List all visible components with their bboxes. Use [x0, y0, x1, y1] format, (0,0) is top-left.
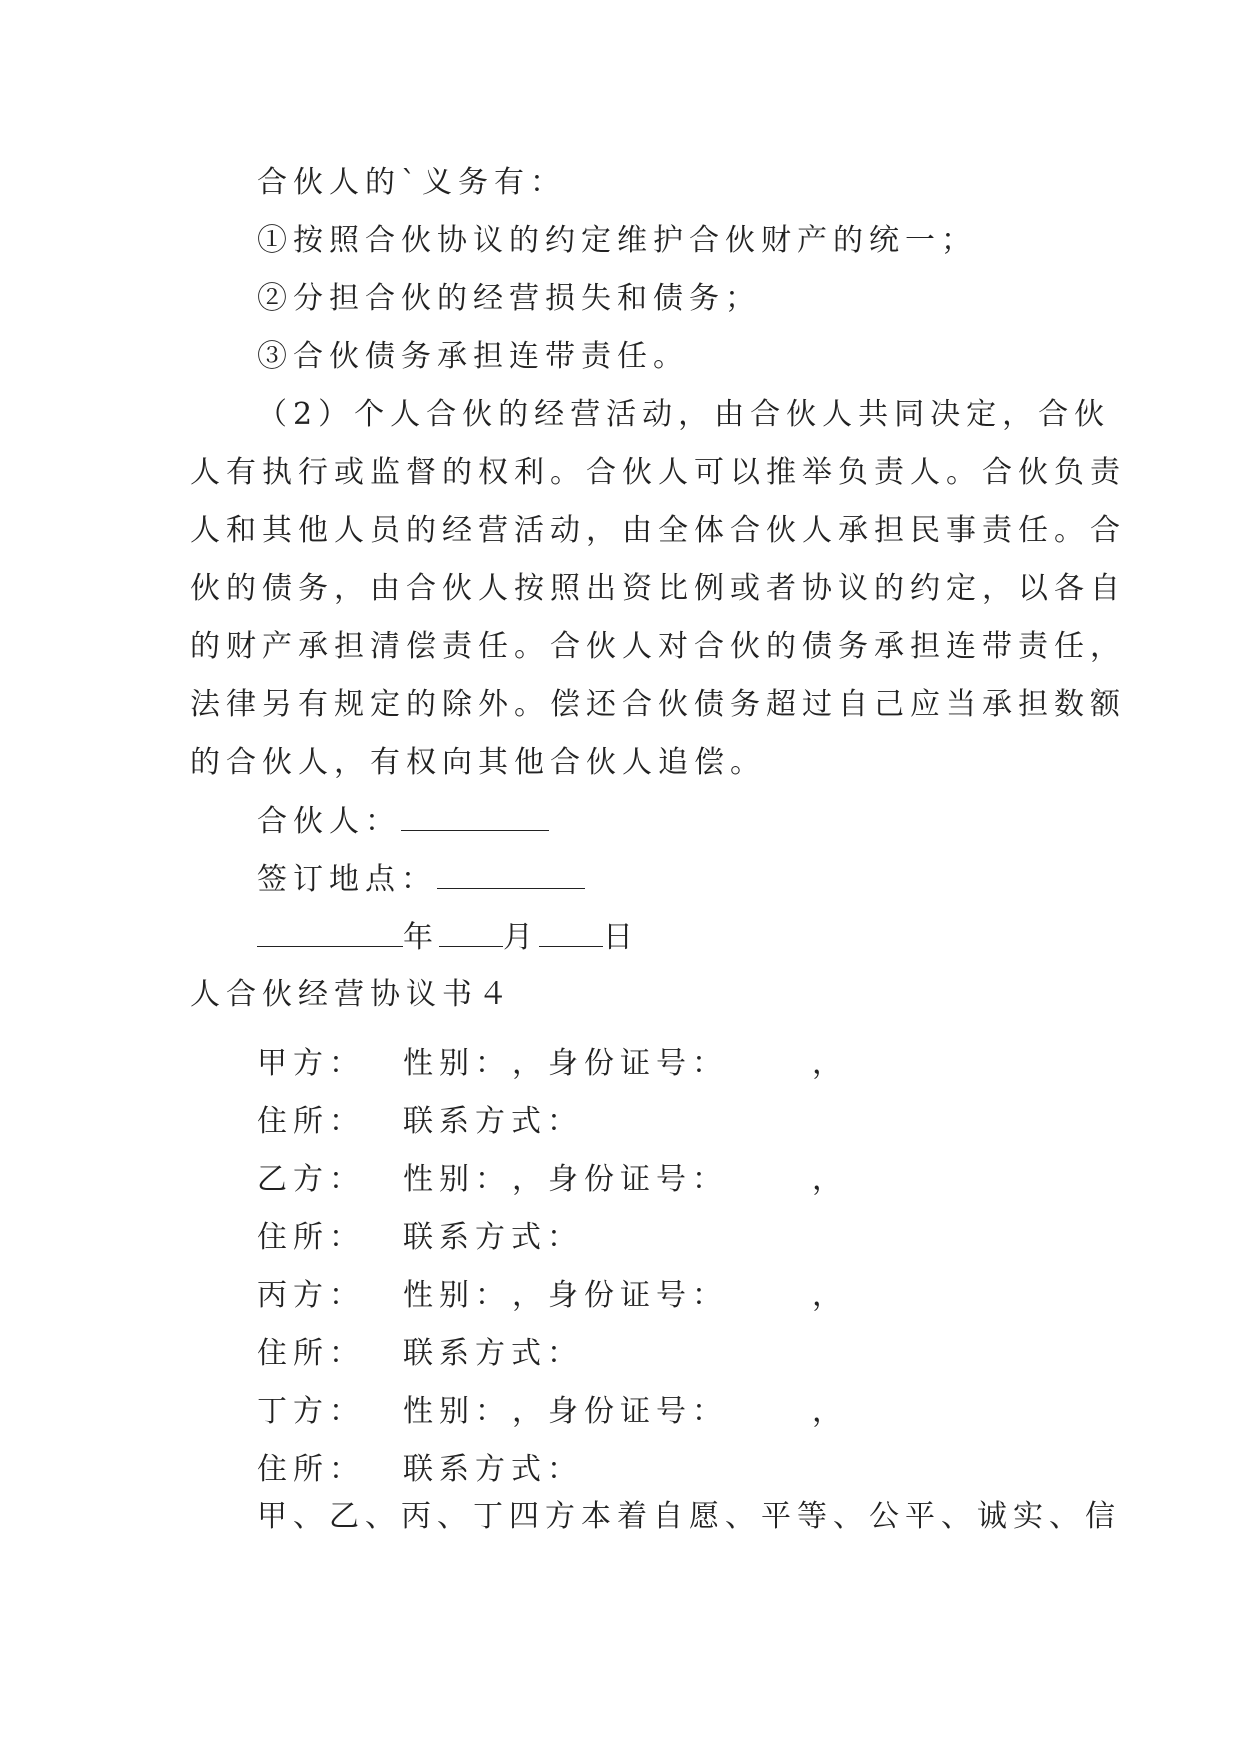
closing-line: 甲、乙、丙、丁四方本着自愿、平等、公平、诚实、信 [257, 1499, 1121, 1534]
id-end-comma: ， [812, 1278, 848, 1313]
date-line [257, 922, 639, 953]
duty-item-2: ②分担合伙的经营损失和债务； [257, 281, 761, 316]
contact-label: 联系方式： [403, 1452, 583, 1487]
day-label: 日 [603, 920, 639, 955]
address-label: 住所： [257, 1336, 365, 1371]
address-label: 住所： [257, 1452, 365, 1487]
duties-heading: 合伙人的`义务有： [257, 165, 566, 200]
para2-line-3: 人和其他人员的经营活动，由全体合伙人承担民事责任。合 [190, 513, 1126, 548]
party-label: 丙方： [257, 1278, 365, 1313]
para2-line-2: 人有执行或监督的权利。合伙人可以推举负责人。合伙负责 [190, 455, 1126, 490]
id-label: ，身份证号： [512, 1394, 728, 1429]
id-label: ，身份证号： [512, 1162, 728, 1197]
address-label: 住所： [257, 1104, 365, 1139]
para2-line-1: （2）个人合伙的经营活动，由合伙人共同决定，合伙 [257, 397, 1111, 432]
place-label: 签订地点： [257, 862, 437, 897]
duty-item-3: ③合伙债务承担连带责任。 [257, 339, 689, 374]
contact-label: 联系方式： [403, 1104, 583, 1139]
month-label: 月 [503, 920, 539, 955]
duty-item-1: ①按照合伙协议的约定维护合伙财产的统一； [257, 223, 977, 258]
year-blank [257, 922, 403, 947]
para2-line-4: 伙的债务，由合伙人按照出资比例或者协议的约定，以各自 [190, 571, 1126, 606]
party-label: 丁方： [257, 1394, 365, 1429]
party-label: 乙方： [257, 1162, 365, 1197]
id-label: ，身份证号： [512, 1278, 728, 1313]
section-title: 人合伙经营协议书４ [190, 977, 514, 1012]
partner-blank [401, 806, 549, 831]
gender-label: 性别： [403, 1162, 511, 1197]
contact-label: 联系方式： [403, 1336, 583, 1371]
place-signature-line [257, 864, 585, 895]
year-label: 年 [403, 920, 439, 955]
partner-signature-line [257, 806, 549, 837]
contact-label: 联系方式： [403, 1220, 583, 1255]
address-label: 住所： [257, 1220, 365, 1255]
partner-label: 合伙人： [257, 804, 401, 839]
id-end-comma: ， [812, 1046, 848, 1081]
place-blank [437, 864, 585, 889]
id-end-comma: ， [812, 1394, 848, 1429]
month-blank [439, 922, 503, 947]
para2-line-6: 法律另有规定的除外。偿还合伙债务超过自己应当承担数额 [190, 687, 1126, 722]
gender-label: 性别： [403, 1278, 511, 1313]
day-blank [539, 922, 603, 947]
para2-line-7: 的合伙人，有权向其他合伙人追偿。 [190, 745, 766, 780]
gender-label: 性别： [403, 1394, 511, 1429]
id-label: ，身份证号： [512, 1046, 728, 1081]
id-end-comma: ， [812, 1162, 848, 1197]
para2-line-5: 的财产承担清偿责任。合伙人对合伙的债务承担连带责任， [190, 629, 1126, 664]
party-label: 甲方： [257, 1046, 365, 1081]
gender-label: 性别： [403, 1046, 511, 1081]
